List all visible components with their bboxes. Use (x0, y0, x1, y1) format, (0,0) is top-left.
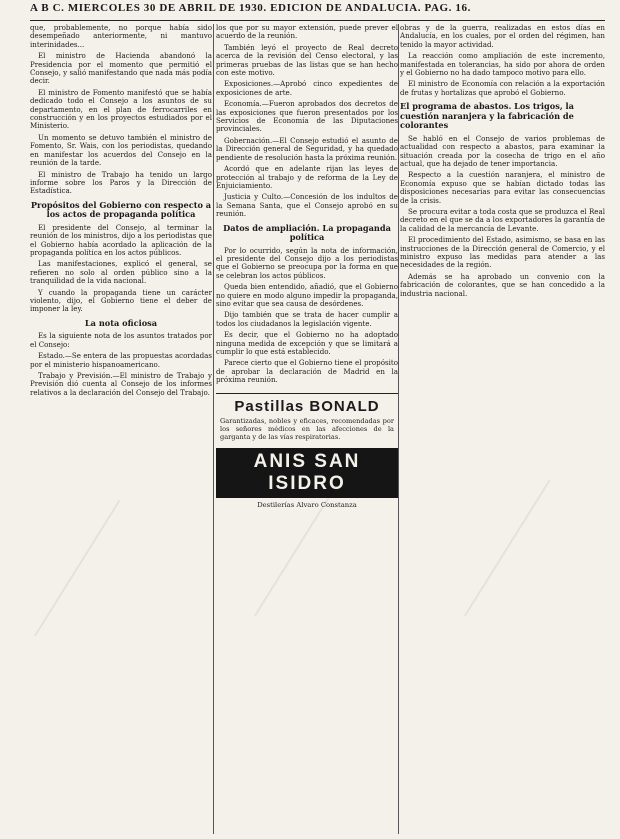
article-paragraph: Parece cierto que el Gobierno tiene el propósito de aprobar la declaración de Madrid en la próxima reunión. (216, 358, 398, 385)
article-paragraph: Además se ha aprobado un convenio con la fabricación de colorantes, que se han concedido a la industria nacional. (400, 271, 605, 298)
article-paragraph: El presidente del Consejo, al terminar la reunión de los ministros, dijo a los periodistas que el Gobierno había acordado la aplicación de la propaganda política en los actos públicos. (30, 222, 212, 257)
section-heading: La nota oficiosa (84, 317, 158, 328)
article-paragraph: El ministro de Economía con relación a la exportación de frutas y hortalizas que aprobó el Gobierno. (400, 79, 605, 97)
column-1 (30, 24, 212, 834)
column-3 (400, 24, 605, 834)
section-heading: El programa de abastos. Los trigos, la cuestión naranjera y la fabricación de colorantes (400, 101, 574, 131)
column-divider (398, 24, 399, 834)
article-paragraph: que, probablemente, no porque había sido desempeñado anteriormente, ni mantuvo interinidades... (30, 24, 212, 49)
advertisement (216, 393, 398, 509)
article-paragraph: La reacción como ampliación de este incremento, manifestada en tolerancias, ha sido por ahora de orden y el Gobierno no ha dado tampoco motivo para ello. (400, 51, 605, 78)
article-paragraph: Gobernación.—El Consejo estudió el asunto de la Dirección general de Seguridad, y ha quedado pendiente de resolución hasta la próxima reunión. (216, 135, 398, 162)
article-paragraph: Exposiciones.—Aprobó cinco expedientes de exposiciones de arte. (216, 79, 398, 97)
header-rule (30, 20, 605, 21)
article-paragraph: El ministro de Hacienda abandonó la Presidencia por el momento que permitió el Consejo, y salió manifestando que nada más podía decir. (30, 51, 212, 86)
section-heading: Datos de ampliación. La propaganda política (223, 222, 391, 243)
article-paragraph: Es decir, que el Gobierno no ha adoptado ninguna medida de excepción y que se limitará a cumplir lo que está establecido. (216, 330, 398, 356)
article-paragraph: obras y de la guerra, realizadas en estos días en Andalucía, en los cuales, por el orden del régimen, han tenido la mayor actividad. (400, 24, 605, 49)
article-paragraph: Un momento se detuvo también el ministro de Fomento, Sr. Wais, con los periodistas, quedando en manifestar los acuerdos del Consejo en la reunión de la tarde. (30, 132, 212, 168)
column-divider (213, 24, 214, 834)
page-header: A B C. MIERCOLES 30 DE ABRIL DE 1930. EDICION DE ANDALUCIA. PAG. 16. (30, 2, 471, 14)
article-paragraph: los que por su mayor extensión, puede prever el acuerdo de la reunión. (216, 24, 398, 41)
article-paragraph: Dijo también que se trata de hacer cumplir a todos los ciudadanos la legislación vigente. (216, 310, 398, 328)
article-paragraph: Trabajo y Previsión.—El ministro de Trabajo y Previsión dió cuenta al Consejo de los informes relativos a la declaración del Consejo del Trabajo. (30, 370, 212, 397)
ad-subtitle: Destilerías Alvaro Constanza (257, 500, 357, 509)
article-paragraph: También leyó el proyecto de Real decreto acerca de la revisión del Censo electoral, y las primeras pruebas de las listas que se han hecho con este motivo. (216, 42, 398, 78)
article-paragraph: El procedimiento del Estado, asimismo, se basa en las instrucciones de la Dirección general de Comercio, y el ministro expuso las medidas para atender a las necesidades de la región. (400, 235, 605, 270)
article-paragraph: Respecto a la cuestión naranjera, el ministro de Economía expuso que se habían dictado todas las disposiciones necesarias para evitar las consecuencias de la crisis. (400, 170, 605, 205)
article-paragraph: Economía.—Fueron aprobados dos decretos de las exposiciones que fueron presentados por los Servicios de Economía de las Diputaciones provinciales. (216, 99, 398, 134)
article-paragraph: Es la siguiente nota de los asuntos tratados por el Consejo: (30, 331, 212, 349)
column-2 (216, 24, 398, 834)
article-paragraph: Estado.—Se entera de las propuestas acordadas por el ministerio hispanoamericano. (30, 351, 212, 369)
article-paragraph: Se habló en el Consejo de varios problemas de actualidad con respecto a abastos, para examinar la situación creada por la cosecha de trigo en el año actual, que ha dejado de tener importancia. (400, 133, 605, 168)
ad-brand: ANIS SAN ISIDRO (216, 448, 398, 498)
article-paragraph: Acordó que en adelante rijan las leyes de protección al trabajo y de reforma de la Ley de Enjuiciamiento. (216, 164, 398, 190)
article-paragraph: Justicia y Culto.—Concesión de los indultos de la Semana Santa, que el Consejo aprobó en su reunión. (216, 192, 398, 219)
article-paragraph: Se procura evitar a toda costa que se produzca el Real decreto en el que se da a los exportadores la garantía de la calidad de la mercancía de Levante. (400, 207, 605, 233)
ad-title: Pastillas BONALD (234, 397, 380, 415)
section-heading: Propósitos del Gobierno con respecto a los actos de propaganda política (30, 199, 212, 220)
article-paragraph: Queda bien entendido, añadió, que el Gobierno no quiere en modo alguno impedir la propaganda, sino evitar que sea causa de desórdenes. (216, 282, 398, 308)
article-paragraph: Por lo ocurrido, según la nota de información, el presidente del Consejo dijo a los periodistas que el Gobierno se preocupa por la forma en que se celebran los actos públicos. (216, 245, 398, 280)
article-paragraph: El ministro de Fomento manifestó que se había dedicado todo el Consejo a los asuntos de su departamento, en el plan de ferrocarriles en construcción y en los proyectos estudiados por el Ministerio. (30, 87, 212, 131)
article-paragraph: Y cuando la propaganda tiene un carácter violento, dijo, el Gobierno tiene el deber de imponer la ley. (30, 287, 212, 314)
article-paragraph: Las manifestaciones, explicó el general, se refieren no solo al orden público sino a la tranquilidad de la vida nacional. (30, 259, 212, 286)
article-paragraph: El ministro de Trabajo ha tenido un largo informe sobre los Paros y la Dirección de Estadística. (30, 169, 212, 196)
ad-description: Garantizadas, nobles y eficaces, recomendadas por los señores médicos en las afecciones de la garganta y de las vías respiratorias. (220, 416, 394, 441)
